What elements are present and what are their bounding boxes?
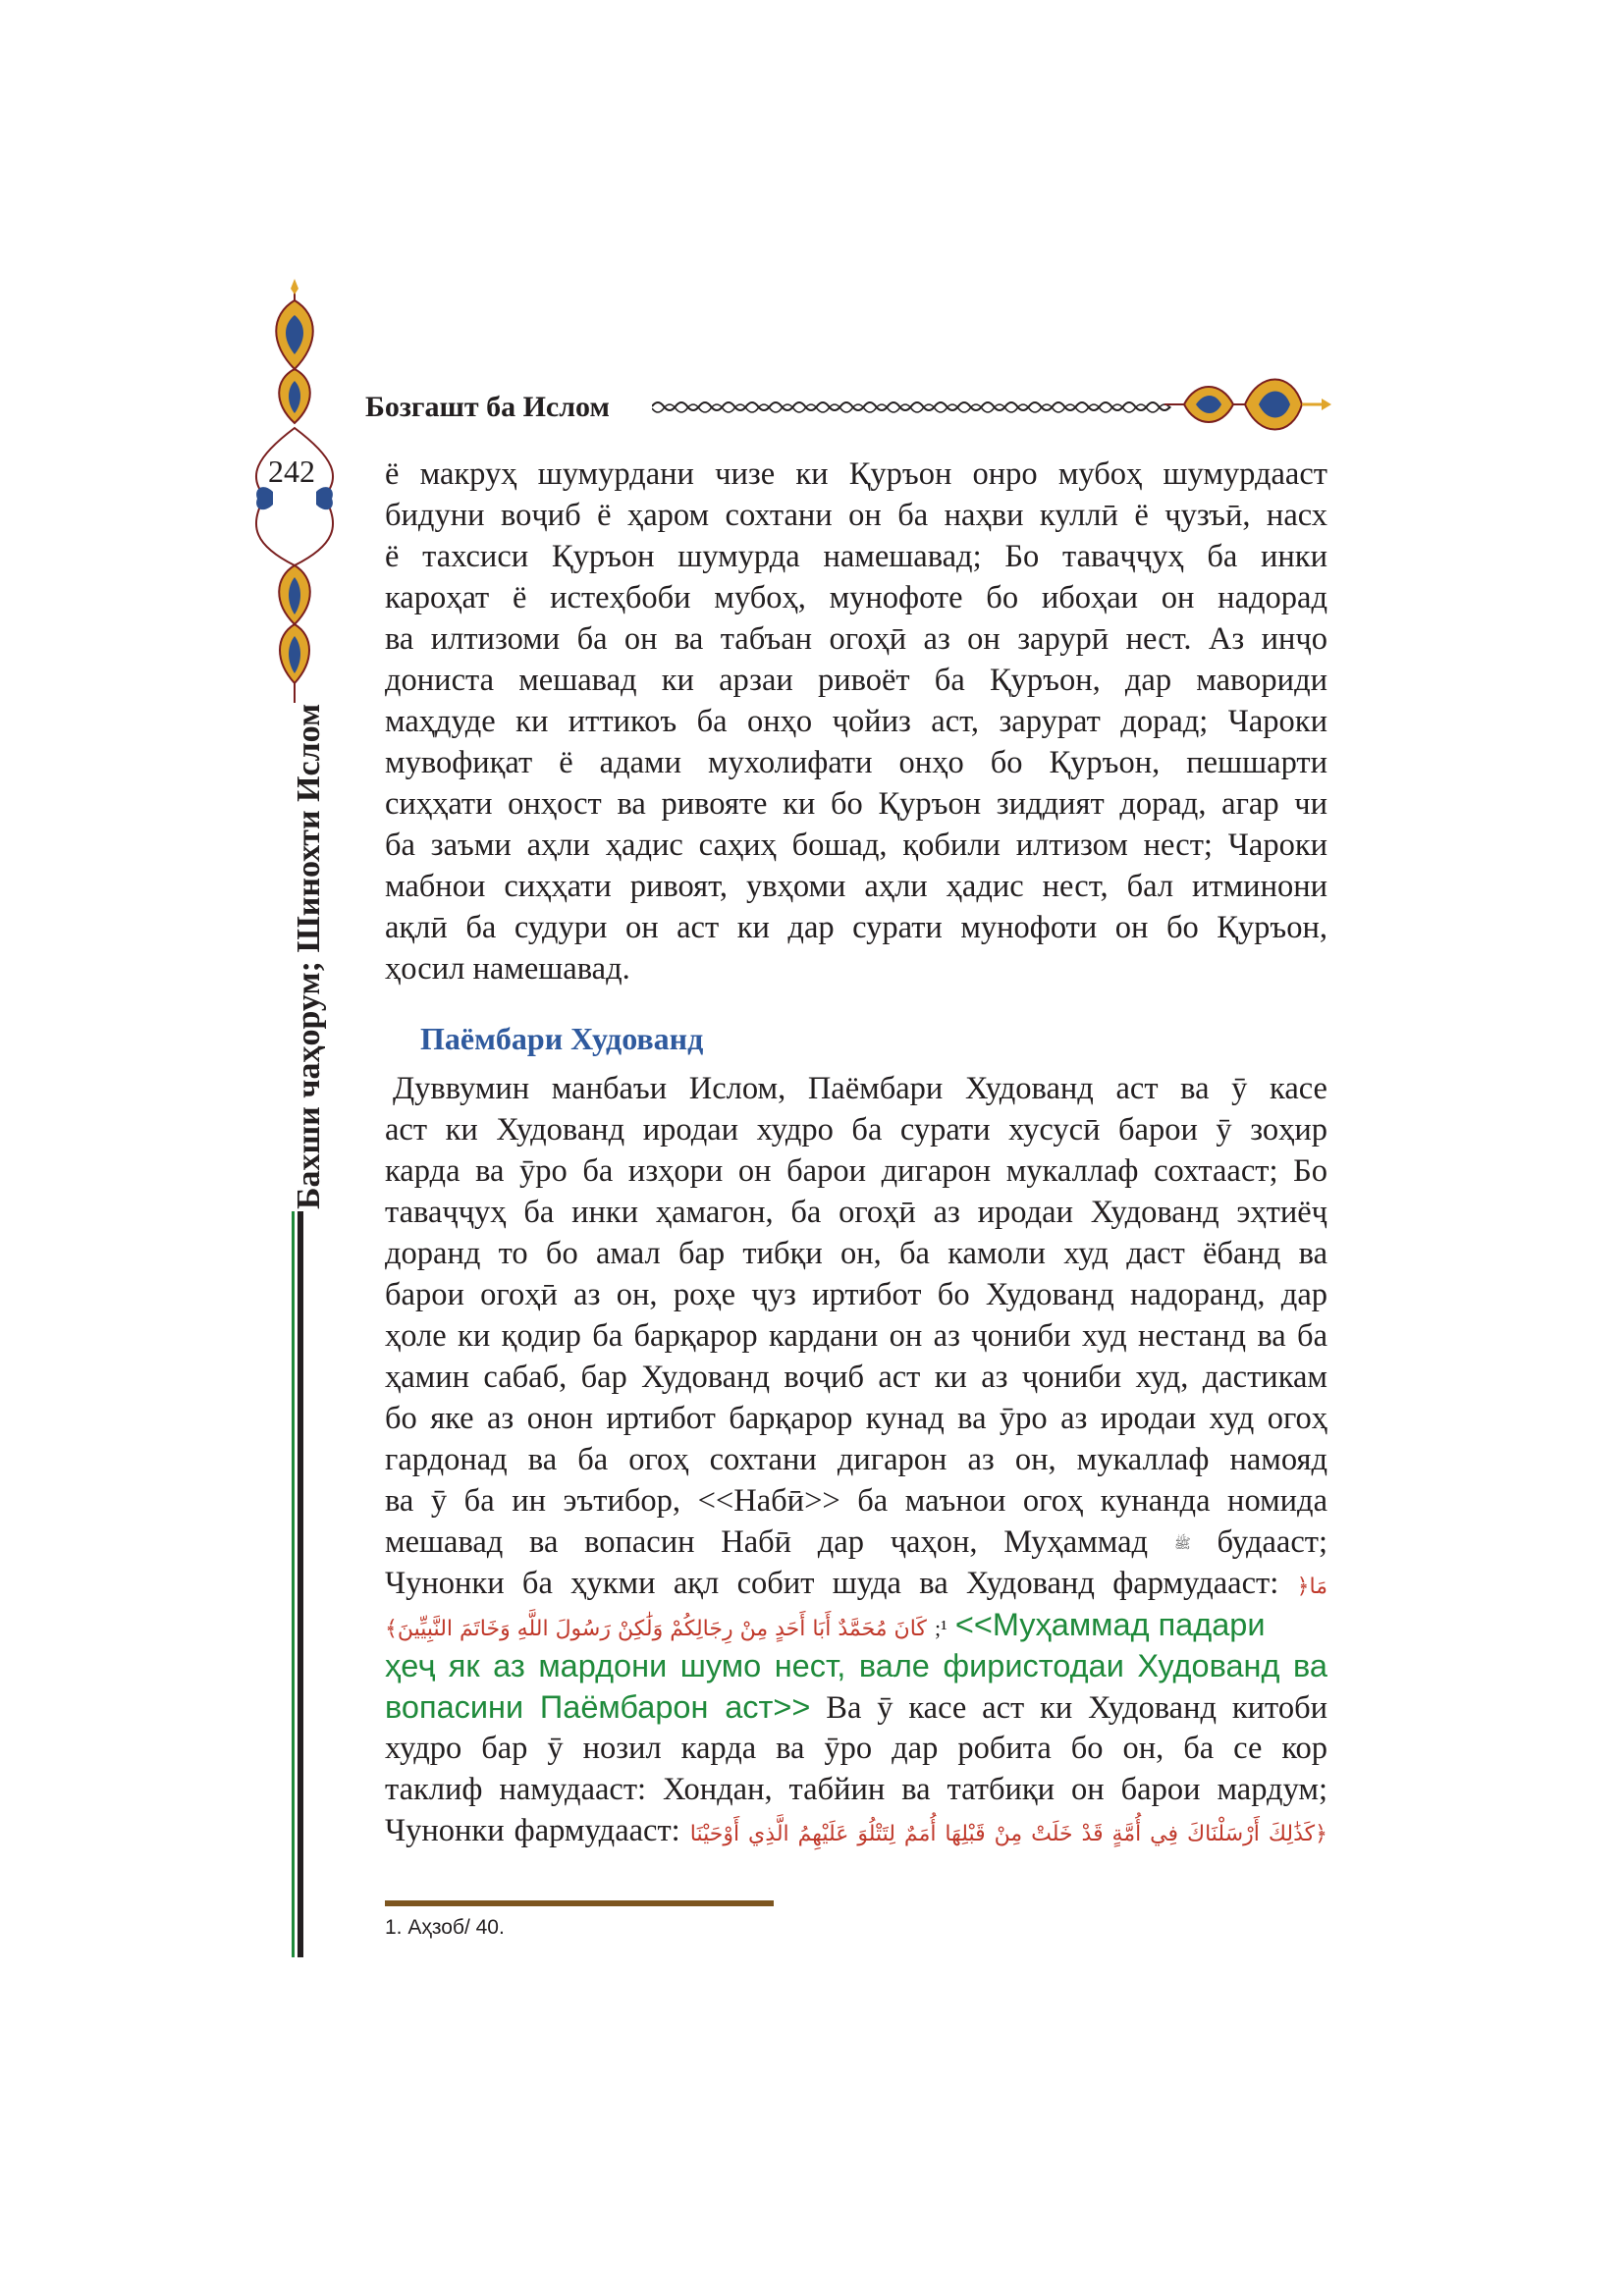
text-line: барои огоҳӣ аз он, роҳе ҷуз иртибот бо Худованд надоранд, дар bbox=[385, 1277, 1327, 1312]
quran-verse-start: ﴿مَا bbox=[1296, 1575, 1328, 1599]
quran-verse: كَانَ مُحَمَّدٌ أَبَا أَحَدٍ مِنْ رِجَالِكُمْ وَلَٰكِنْ رَسُولَ اللَّهِ وَخَاتَمَ النَّبِيِّينَ﴾ bbox=[385, 1617, 927, 1641]
rope-divider bbox=[652, 395, 1172, 418]
text-line bbox=[385, 1810, 1327, 1851]
text-line: карда ва ӯро ба изҳори он барои дигарон мукаллаф сохтааст; Бо bbox=[385, 1153, 1327, 1189]
line-text: Чунонки ба ҳукми ақл собит шуда ва Худованд фармудааст: bbox=[385, 1566, 1279, 1601]
section-heading: Паёмбари Худованд bbox=[420, 1021, 704, 1056]
text-line: доранд то бо амал бар тибқи он, ба камоли худ даст ёбанд ва bbox=[385, 1236, 1327, 1271]
text-line bbox=[385, 1604, 1327, 1645]
text-line: кароҳат ё истеҳбоби мубоҳ, мунофоте бо ибоҳаи он надорад bbox=[385, 580, 1327, 615]
line-text: Чунонки фармудааст: bbox=[385, 1813, 680, 1848]
text-line: мабнои сиҳҳати ривоят, увҳоми аҳли ҳадис нест, бал итминони bbox=[385, 869, 1327, 904]
text-line: аст ки Худованд иродаи худро ба сурати хусусӣ барои ӯ зоҳир bbox=[385, 1112, 1327, 1148]
translation-text: вопасини Паёмбарон аст>> bbox=[385, 1689, 811, 1725]
text-line: бидуни воҷиб ё ҳаром сохтани он ба наҳви куллӣ ё ҷузъӣ, насх bbox=[385, 498, 1327, 533]
text-line: ақлӣ ба судури он аст ки дар сурати мунофоти он бо Қуръон, bbox=[385, 910, 1327, 945]
side-bars bbox=[292, 1211, 303, 1957]
text-line: таваҷҷуҳ ба инки ҳамагон, ба огоҳӣ аз иродаи Худованд эҳтиёҷ bbox=[385, 1195, 1327, 1230]
text-line: бо яке аз онон иртибот барқарор кунад ва ӯро аз иродаи худ огоҳ bbox=[385, 1401, 1327, 1436]
side-title: Бахши чаҳорум; Шинохти Ислом bbox=[291, 703, 327, 1209]
line-text: мешавад ва вопасин Набӣ дар ҷаҳон, Муҳаммад bbox=[385, 1524, 1149, 1560]
text-line: таклиф намудааст: Хондан, табйин ва татбиқи он барои мардум; bbox=[385, 1772, 1327, 1807]
text-line: ҳамин сабаб, бар Худованд воҷиб аст ки аз ҷониби худ, дастикам bbox=[385, 1360, 1327, 1395]
text-line: Дуввумин манбаъи Ислом, Паёмбари Худованд аст ва ӯ касе bbox=[393, 1071, 1327, 1106]
header-title: Бозгашт ба Ислом bbox=[365, 391, 610, 423]
text-line: ҳоле ки қодир ба барқарор кардани он аз ҷониби худ нестанд ва ба bbox=[385, 1318, 1327, 1354]
header-ornament bbox=[1164, 361, 1331, 450]
text-line: ё тахсиси Қуръон шумурда намешавад; Бо таваҷҷуҳ ба инки bbox=[385, 539, 1327, 574]
text-line bbox=[385, 1686, 1327, 1728]
translation-text: <<Муҳаммад падари bbox=[954, 1607, 1266, 1642]
running-header bbox=[365, 389, 1343, 428]
quran-verse: ﴿كَذَٰلِكَ أَرْسَلْنَاكَ فِي أُمَّةٍ قَدْ خَلَتْ مِنْ قَبْلِهَا أُمَمٌ لِتَتْلُوَ عَلَيْهِمُ الَّذِي أَوْحَيْنَا bbox=[689, 1822, 1327, 1846]
page-number: 242 bbox=[268, 454, 315, 489]
footnote: 1. Аҳзоб/ 40. bbox=[385, 1916, 505, 1939]
footnote-mark: ;¹ bbox=[935, 1616, 947, 1640]
salawat-seal: ﷺ bbox=[1173, 1536, 1191, 1552]
text-line: ва илтизоми ба он ва табъан огоҳӣ аз он зарурӣ нест. Аз инҷо bbox=[385, 621, 1327, 657]
text-line: дониста мешавад ки арзаи ривоёт ба Қуръон, дар мавориди bbox=[385, 663, 1327, 698]
text-line bbox=[385, 1522, 1327, 1563]
text-line bbox=[385, 1563, 1327, 1604]
footnote-rule bbox=[385, 1900, 774, 1906]
line-text: будааст; bbox=[1217, 1524, 1327, 1560]
text-line: худро бар ӯ нозил карда ва ӯро дар робита бо он, ба се кор bbox=[385, 1731, 1327, 1766]
text-line: ба заъми аҳли ҳадис саҳиҳ бошад, қобили илтизом нест; Чароки bbox=[385, 828, 1327, 863]
text-line: ё макруҳ шумурдани чизе ки Қуръон онро мубоҳ шумурдааст bbox=[385, 456, 1327, 492]
text-line: мувофиқат ё адами мухолифати онҳо бо Қуръон, пешшарти bbox=[385, 745, 1327, 780]
line-text: Ва ӯ касе аст ки Худованд китоби bbox=[826, 1690, 1327, 1726]
text-line: сиҳҳати онҳост ва ривояте ки бо Қуръон зиддият дорад, агар чи bbox=[385, 786, 1327, 822]
text-line: ҳосил намешавад. bbox=[385, 951, 630, 987]
text-line: гардонад ва ба огоҳ сохтани дигарон аз он, мукаллаф намояд bbox=[385, 1442, 1327, 1477]
translation-line: ҳеҷ як аз мардони шумо нест, вале фиристодаи Худованд ва bbox=[385, 1648, 1327, 1683]
text-line: маҳдуде ки иттикоъ ба онҳо ҷойиз аст, зарурат дорад; Чароки bbox=[385, 704, 1327, 739]
text-line: ва ӯ ба ин эътибор, <<Набӣ>> ба маънои огоҳ кунанда номида bbox=[385, 1483, 1327, 1519]
